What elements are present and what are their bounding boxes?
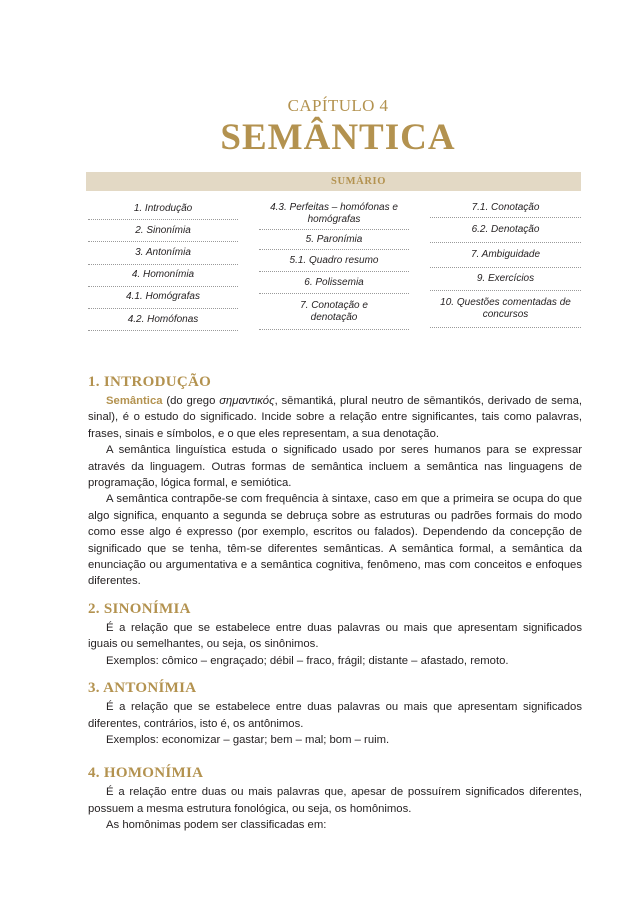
term-highlight: Semântica bbox=[106, 395, 163, 407]
toc-item[interactable]: 10. Questões comentadas de concursos bbox=[430, 291, 581, 328]
toc-item[interactable]: 2. Sinonímia bbox=[88, 220, 238, 242]
toc-item[interactable]: 4. Homonímia bbox=[88, 265, 238, 287]
paragraph: É a relação que se estabelece entre duas palavras ou mais que apresentam significados iguais ou semelhantes, ou seja, os sinônimos. bbox=[88, 621, 582, 651]
toc-item[interactable]: 7.1. Conotação bbox=[430, 198, 581, 218]
toc-item[interactable]: 5. Paronímia bbox=[259, 230, 409, 250]
paragraph: É a relação entre duas ou mais palavras que, apesar de possuírem significados diferentes, possuem a mesma estrutura fonológica, ou seja, os homônimos. bbox=[88, 786, 582, 815]
summary-header bbox=[86, 172, 581, 191]
toc-item[interactable]: 3. Antonímia bbox=[88, 242, 238, 264]
greek-word: σημαντικός bbox=[219, 395, 275, 407]
section-introducao bbox=[88, 371, 582, 590]
section-heading: 1. INTRODUÇÃO bbox=[88, 374, 212, 390]
toc-item[interactable]: 7. Conotação e denotação bbox=[259, 294, 409, 330]
chapter-title: SEMÂNTICA bbox=[220, 117, 456, 158]
section-sinonimia bbox=[88, 598, 582, 669]
chapter-content bbox=[88, 371, 582, 842]
section-antonimia bbox=[88, 677, 582, 748]
chapter-label: CAPÍTULO 4 bbox=[287, 96, 389, 115]
paragraph: A semântica contrapõe-se com frequência à sintaxe, caso em que a primeira se ocupa do que algo significa, enquanto a segunda se debruça sobre as estruturas ou padrões formais do modo como esse algo é expresso (por exemplo, escritos ou falados). Dependendo da concepção de significado que se tenha, têm-se diferentes semânticas. A semântica formal, a semântica da enunciação ou argumentativa e a semântica cognitiva, fenômeno, mas com conceitos e enfoques diferentes. bbox=[88, 493, 582, 588]
toc-item[interactable]: 6. Polissemia bbox=[259, 272, 409, 294]
toc-item[interactable]: 9. Exercícios bbox=[430, 268, 581, 291]
toc-column-3 bbox=[430, 198, 581, 328]
toc-item[interactable]: 1. Introdução bbox=[88, 198, 238, 220]
paragraph: É a relação que se estabelece entre duas palavras ou mais que apresentam significados diferentes, contrários, isto é, os antônimos. bbox=[88, 701, 582, 730]
paragraph: Exemplos: economizar – gastar; bem – mal; bom – ruim. bbox=[106, 733, 390, 746]
paragraph: A semântica linguística estuda o significado usado por seres humanos para se expressar através da linguagem. Outras formas de semântica incluem a semântica nas linguagens de programação, lógica formal, e semiótica. bbox=[88, 444, 582, 490]
text-run: , sēmantiká, plural neutro de sēmantikós, derivado de sema, sinal), é o estudo do significado. Incide sobre a relação entre significantes, tais como palavras, frases, sinais e símbolos, e o que eles representam, a sua denotação. bbox=[88, 395, 583, 440]
section-homonimia bbox=[88, 762, 582, 833]
toc-item[interactable]: 4.2. Homófonas bbox=[88, 309, 238, 331]
toc-item[interactable]: 4.1. Homógrafas bbox=[88, 287, 238, 309]
paragraph: As homônimas podem ser classificadas em: bbox=[106, 819, 327, 832]
toc-item[interactable]: 6.2. Denotação bbox=[430, 218, 581, 243]
toc-column-1 bbox=[88, 198, 238, 331]
toc-column-2 bbox=[259, 198, 409, 330]
toc-item[interactable]: 5.1. Quadro resumo bbox=[259, 250, 409, 272]
toc-item[interactable]: 7. Ambiguidade bbox=[430, 243, 581, 268]
section-heading: 3. ANTONÍMIA bbox=[88, 680, 197, 697]
text-run: (do grego bbox=[162, 395, 220, 407]
paragraph: Exemplos: cômico – engraçado; débil – fraco, frágil; distante – afastado, remoto. bbox=[106, 654, 509, 667]
toc-item[interactable]: 4.3. Perfeitas – homófonas e homógrafas bbox=[259, 198, 409, 230]
paragraph bbox=[88, 393, 582, 442]
section-heading: 4. HOMONÍMIA bbox=[88, 765, 204, 782]
summary-title: SUMÁRIO bbox=[331, 176, 386, 187]
section-heading: 2. SINONÍMIA bbox=[88, 600, 191, 617]
